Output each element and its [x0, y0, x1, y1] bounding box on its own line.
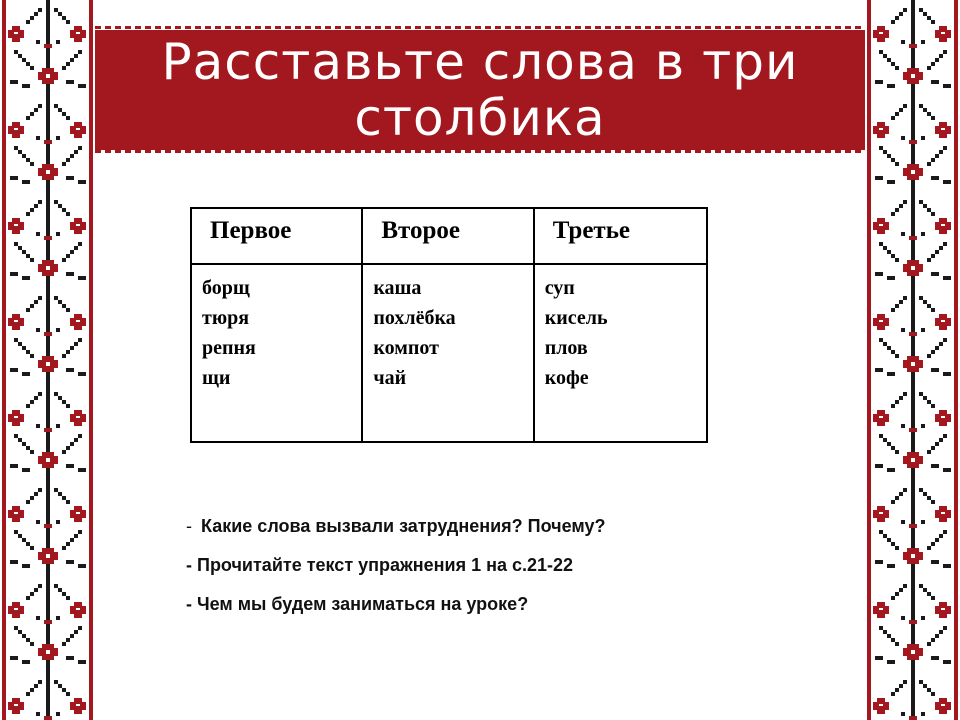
- question-item: [186, 594, 846, 633]
- column-cell-first: [191, 264, 362, 442]
- question-text: Прочитайте текст упражнения 1 на с.21-22: [197, 555, 574, 575]
- words-table: [190, 207, 708, 443]
- table-header-row: [191, 208, 707, 264]
- word-item: кисель: [544, 307, 608, 329]
- column-header-third: Третье: [534, 208, 707, 264]
- word-item: репня: [202, 337, 256, 359]
- column-header-second: Второе: [362, 208, 533, 264]
- column-cell-second: [362, 264, 533, 442]
- question-item: [186, 516, 846, 555]
- word-item: похлёбка: [373, 307, 456, 329]
- word-item: суп: [544, 277, 575, 299]
- list-dash: -: [186, 516, 192, 536]
- word-item: тюря: [202, 307, 250, 329]
- banner-bottom-ornament: [95, 150, 865, 153]
- word-item: чай: [373, 367, 407, 389]
- slide-title-text: Расставьте слова в три столбика: [161, 33, 799, 147]
- word-item: щи: [202, 367, 231, 389]
- embroidery-border-left: [0, 0, 95, 720]
- question-item: [186, 555, 846, 594]
- word-item: кофе: [544, 367, 589, 389]
- banner-top-ornament: [95, 26, 865, 29]
- title-banner: [95, 30, 865, 150]
- word-item: каша: [373, 277, 422, 299]
- list-dash: -: [186, 594, 192, 614]
- list-dash: -: [186, 555, 192, 575]
- word-item: борщ: [202, 277, 250, 299]
- word-item: плов: [544, 337, 588, 359]
- embroidery-border-right: [865, 0, 960, 720]
- slide-title: [95, 30, 865, 150]
- questions-list: [186, 516, 846, 633]
- question-text: Какие слова вызвали затруднения? Почему?: [201, 516, 606, 536]
- table-row: [191, 264, 707, 442]
- word-item: компот: [373, 337, 439, 359]
- column-cell-third: [534, 264, 707, 442]
- question-text: Чем мы будем заниматься на уроке?: [197, 594, 529, 614]
- column-header-first: Первое: [191, 208, 362, 264]
